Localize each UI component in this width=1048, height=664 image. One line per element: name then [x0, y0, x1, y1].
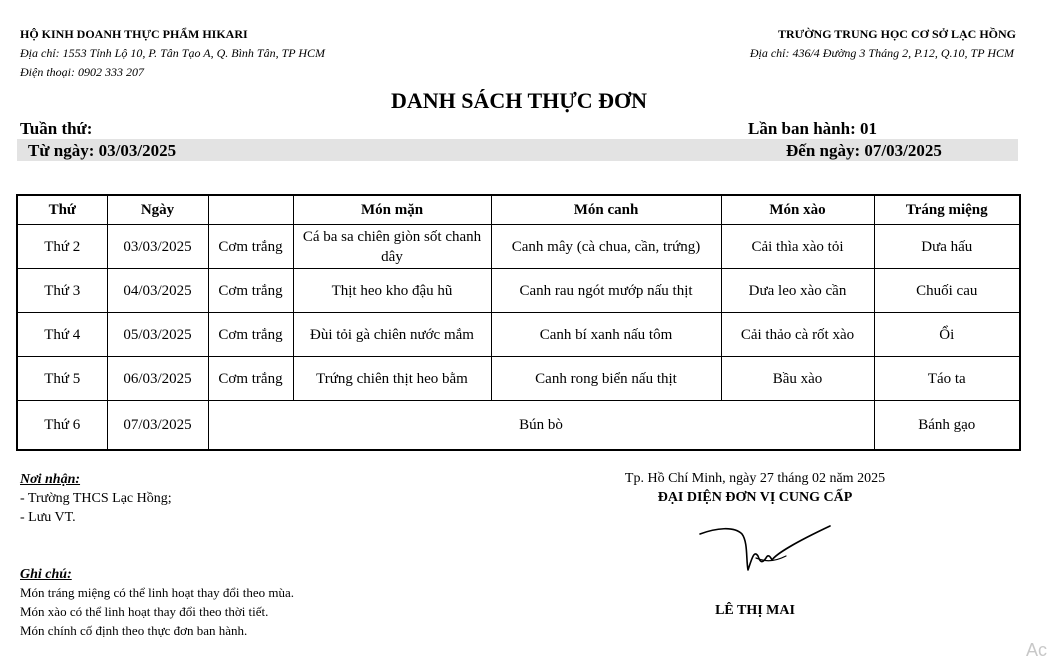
- cell-stirfry: Cải thìa xào tỏi: [721, 225, 874, 269]
- place-date: Tp. Hồ Chí Minh, ngày 27 tháng 02 năm 2025: [624, 471, 886, 486]
- cell-dessert: Ổi: [874, 313, 1020, 357]
- recipient-item: - Lưu VT.: [20, 510, 76, 525]
- week-label: Tuần thứ:: [20, 119, 93, 138]
- cell-main-dish: Cá ba sa chiên giòn sốt chanh dây: [293, 225, 491, 269]
- cell-dessert: Bánh gạo: [874, 401, 1020, 451]
- supplier-address: Địa chỉ: 1553 Tỉnh Lộ 10, P. Tân Tạo A, Q. Bình Tân, TP HCM: [20, 46, 326, 60]
- cell-soup: Canh mây (cà chua, cần, trứng): [491, 225, 721, 269]
- table-row: [17, 401, 1020, 451]
- cell-date: 04/03/2025: [107, 269, 208, 313]
- supplier-name: HỘ KINH DOANH THỰC PHẨM HIKARI: [20, 27, 248, 41]
- cell-soup: Canh bí xanh nấu tôm: [491, 313, 721, 357]
- recipients-label: Nơi nhận:: [20, 472, 81, 487]
- note-item: Món xào có thể linh hoạt thay đổi theo thời tiết.: [20, 604, 269, 619]
- cell-rice: Cơm trắng: [208, 225, 293, 269]
- cell-stirfry: Dưa leo xào cần: [721, 269, 874, 313]
- cell-combined-dish: Bún bò: [208, 401, 874, 451]
- signature-image: [696, 520, 836, 578]
- cell-soup: Canh rong biển nấu thịt: [491, 357, 721, 401]
- menu-table: [16, 194, 1021, 451]
- header-date: Ngày: [107, 195, 208, 225]
- header-rice: [208, 195, 293, 225]
- header-stirfry: Món xào: [721, 195, 874, 225]
- cell-date: 03/03/2025: [107, 225, 208, 269]
- signer-name: LÊ THỊ MAI: [715, 603, 795, 618]
- table-row: [17, 225, 1020, 269]
- from-date-label: Từ ngày: 03/03/2025: [28, 141, 177, 160]
- issue-label: Lần ban hành: 01: [748, 119, 877, 138]
- cell-dessert: Chuối cau: [874, 269, 1020, 313]
- cell-main-dish: Trứng chiên thịt heo bằm: [293, 357, 491, 401]
- cell-day: Thứ 4: [17, 313, 107, 357]
- school-name: TRƯỜNG TRUNG HỌC CƠ SỞ LẠC HỒNG: [777, 27, 1016, 41]
- cell-day: Thứ 5: [17, 357, 107, 401]
- header-day: Thứ: [17, 195, 107, 225]
- note-item: Món tráng miệng có thể linh hoạt thay đổi theo mùa.: [20, 585, 295, 600]
- cell-rice: Cơm trắng: [208, 269, 293, 313]
- to-date-label: Đến ngày: 07/03/2025: [786, 141, 942, 160]
- page-title: DANH SÁCH THỰC ĐƠN: [390, 88, 648, 113]
- supplier-phone: Điện thoại: 0902 333 207: [20, 65, 144, 79]
- representative-title: ĐẠI DIỆN ĐƠN VỊ CUNG CẤP: [657, 490, 853, 505]
- header-soup: Món canh: [491, 195, 721, 225]
- table-row: [17, 313, 1020, 357]
- cell-main-dish: Thịt heo kho đậu hũ: [293, 269, 491, 313]
- watermark-text: Ac: [1026, 640, 1048, 660]
- header-main-dish: Món mặn: [293, 195, 491, 225]
- cell-rice: Cơm trắng: [208, 357, 293, 401]
- cell-main-dish: Đùi tỏi gà chiên nước mắm: [293, 313, 491, 357]
- header-dessert: Tráng miệng: [874, 195, 1020, 225]
- school-address: Địa chỉ: 436/4 Đường 3 Tháng 2, P.12, Q.10, TP HCM: [749, 46, 1014, 60]
- cell-stirfry: Cải thảo cà rốt xào: [721, 313, 874, 357]
- table-row: [17, 357, 1020, 401]
- cell-date: 07/03/2025: [107, 401, 208, 451]
- table-header-row: [17, 195, 1020, 225]
- cell-day: Thứ 2: [17, 225, 107, 269]
- recipient-item: - Trường THCS Lạc Hồng;: [20, 491, 172, 506]
- cell-date: 06/03/2025: [107, 357, 208, 401]
- cell-dessert: Táo ta: [874, 357, 1020, 401]
- table-row: [17, 269, 1020, 313]
- cell-dessert: Dưa hấu: [874, 225, 1020, 269]
- cell-stirfry: Bầu xào: [721, 357, 874, 401]
- note-item: Món chính cố định theo thực đơn ban hành.: [20, 623, 248, 638]
- notes-label: Ghi chú:: [20, 567, 72, 582]
- cell-day: Thứ 6: [17, 401, 107, 451]
- cell-date: 05/03/2025: [107, 313, 208, 357]
- cell-soup: Canh rau ngót mướp nấu thịt: [491, 269, 721, 313]
- cell-day: Thứ 3: [17, 269, 107, 313]
- cell-rice: Cơm trắng: [208, 313, 293, 357]
